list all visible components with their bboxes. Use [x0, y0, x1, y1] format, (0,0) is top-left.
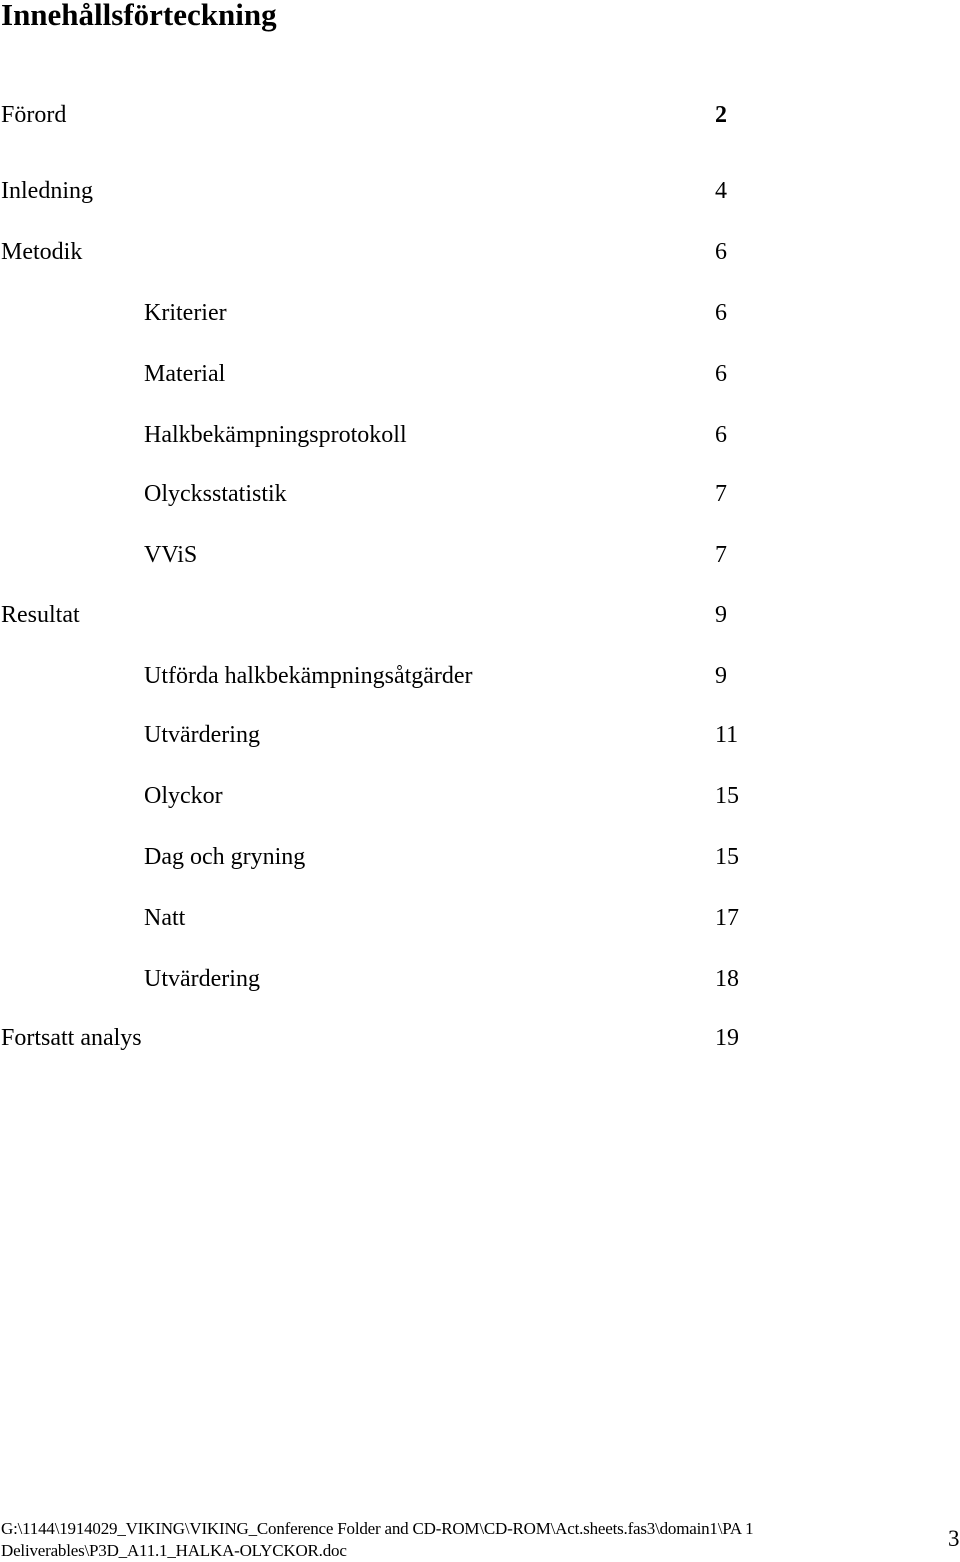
toc-entry-label: Halkbekämpningsprotokoll	[144, 422, 407, 448]
toc-entry-page: 11	[715, 722, 739, 748]
toc-entry-utvardering[interactable]	[0, 720, 960, 750]
toc-entry-material[interactable]	[0, 359, 960, 389]
toc-entry-page: 9	[715, 602, 727, 628]
toc-entry-page: 6	[715, 422, 727, 448]
toc-entry-page: 19	[715, 1025, 739, 1051]
toc-entry-label: Dag och gryning	[144, 844, 306, 870]
toc-entry-natt[interactable]	[0, 903, 960, 933]
toc-entry-label: Olyckor	[144, 783, 223, 809]
toc-entry-page: 2	[715, 102, 727, 128]
toc-entry-resultat[interactable]	[0, 600, 960, 630]
toc-entry-label: Kriterier	[144, 300, 227, 326]
footer-file-path-line-2: Deliverables\P3D_A11.1_HALKA-OLYCKOR.doc	[1, 1541, 347, 1560]
toc-entry-forord[interactable]	[0, 100, 960, 130]
toc-entry-inledning[interactable]	[0, 176, 960, 206]
toc-entry-utforda-halkbekampningsatgarder[interactable]	[0, 661, 960, 691]
toc-entry-label: Inledning	[1, 178, 93, 204]
toc-entry-label: Utförda halkbekämpningsåtgärder	[144, 663, 473, 689]
toc-entry-label: Material	[144, 361, 226, 387]
page-title: Innehållsförteckning	[1, 0, 277, 32]
footer-page-number: 3	[948, 1526, 960, 1551]
toc-entry-vvis[interactable]	[0, 540, 960, 570]
toc-entry-label: Natt	[144, 905, 186, 931]
toc-entry-label: Metodik	[1, 239, 83, 265]
toc-entry-utvardering-2[interactable]	[0, 964, 960, 994]
toc-entry-page: 4	[715, 178, 727, 204]
toc-entry-page: 9	[715, 663, 727, 689]
toc-entry-label: Utvärdering	[144, 966, 260, 992]
toc-entry-halkbekampningsprotokoll[interactable]	[0, 420, 960, 450]
toc-entry-page: 7	[715, 481, 727, 507]
toc-entry-page: 6	[715, 361, 727, 387]
toc-entry-kriterier[interactable]	[0, 298, 960, 328]
footer-file-path-line-1: G:\1144\1914029_VIKING\VIKING_Conference Folder and CD-ROM\CD-ROM\Act.sheets.fas3\domain1\PA 1	[1, 1519, 754, 1538]
toc-entry-page: 6	[715, 300, 727, 326]
toc-entry-page: 6	[715, 239, 727, 265]
toc-entry-label: Utvärdering	[144, 722, 260, 748]
toc-entry-page: 15	[715, 844, 739, 870]
toc-entry-page: 7	[715, 542, 727, 568]
toc-entry-page: 17	[715, 905, 739, 931]
toc-entry-label: Förord	[1, 102, 67, 128]
toc-entry-olycksstatistik[interactable]	[0, 479, 960, 509]
toc-entry-metodik[interactable]	[0, 237, 960, 267]
toc-entry-page: 15	[715, 783, 739, 809]
page-footer	[1, 1518, 960, 1562]
toc-entry-olyckor[interactable]	[0, 781, 960, 811]
toc-entry-page: 18	[715, 966, 739, 992]
toc-entry-label: Olycksstatistik	[144, 481, 287, 507]
toc-entry-label: Fortsatt analys	[1, 1025, 142, 1051]
toc-entry-fortsatt-analys[interactable]	[0, 1023, 960, 1053]
toc-entry-label: VViS	[144, 542, 198, 568]
toc-entry-dag-och-gryning[interactable]	[0, 842, 960, 872]
toc-entry-label: Resultat	[1, 602, 80, 628]
